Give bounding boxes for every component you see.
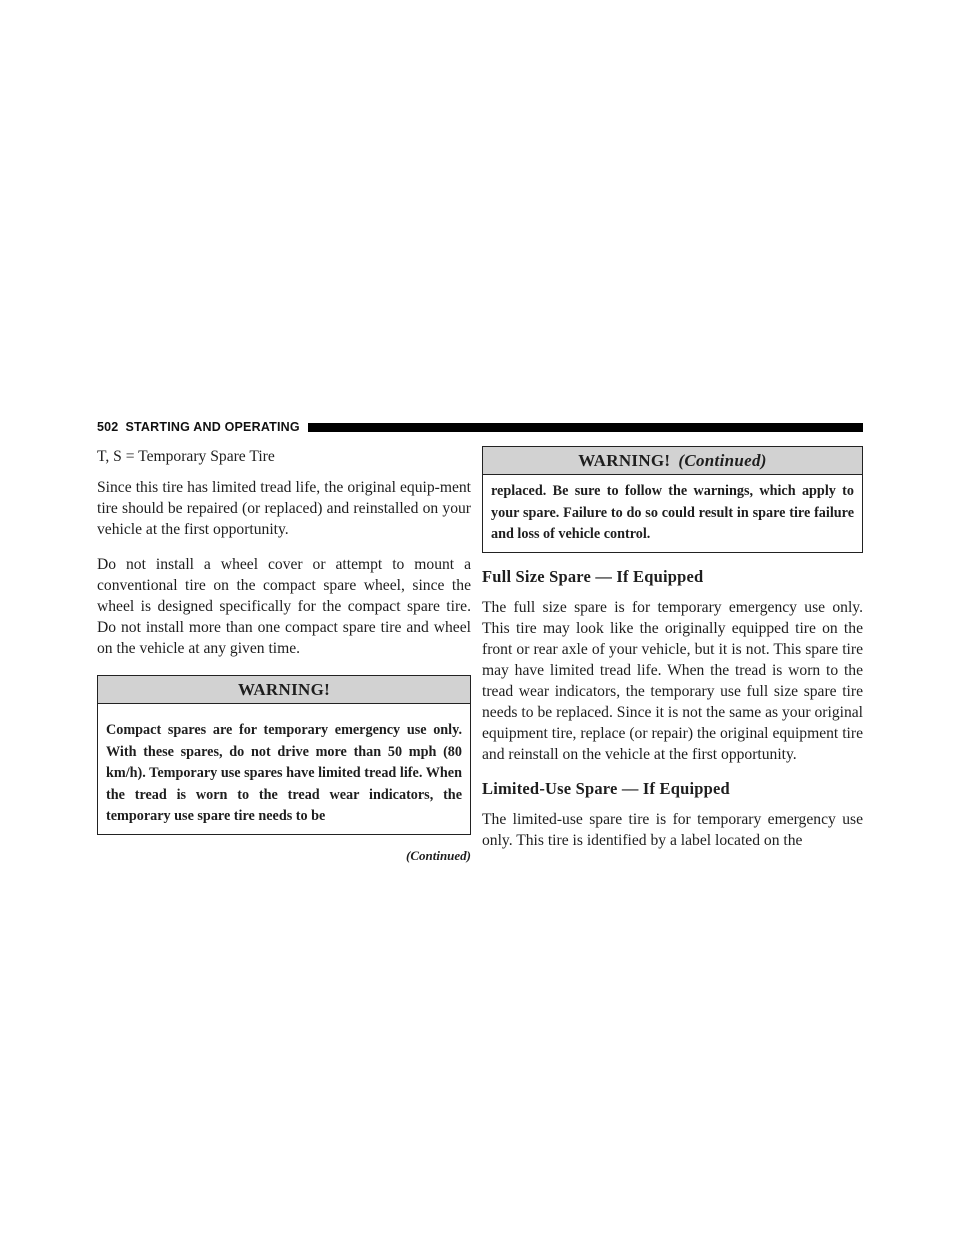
warning-text-continued: replaced. Be sure to follow the warnings, which apply to your spare. Failure to do so could result in spare tire failure and loss of vehicle control. (491, 483, 854, 543)
warning-box (97, 675, 471, 835)
section-title: STARTING AND OPERATING (125, 420, 300, 434)
page-number: 502 (97, 420, 119, 434)
paragraph-limited-tread: Since this tire has limited tread life, the original equip-ment tire should be repaired (or replaced) and reinstalled on your vehicle at the first opportunity. (97, 479, 471, 538)
paragraph-full-size-spare: The full size spare is for temporary emergency use only. This tire may look like the originally equipped tire on the front or rear axle of your vehicle, but it is not. This spare tire may have limited tread life. When the tread is worn to the tread wear indicators, the temporary use full size spare tire needs to be replaced. Since it is not the same as your original equipment tire, replace (or repair) the original equipment tire and reinstall on the vehicle at the first opportunity. (482, 598, 863, 763)
right-column (482, 446, 863, 865)
page-header (97, 418, 863, 436)
warning-text: Compact spares are for temporary emergency use only. With these spares, do not drive more than 50 mph (80 km/h). Temporary use spares have limited tread life. When the tread is worn to the tread wear indicators, the temporary use spare tire needs to be (106, 722, 462, 825)
warning-box-continued (482, 446, 863, 553)
left-column (97, 446, 471, 864)
paragraph-limited-use-spare: The limited-use spare tire is for temporary emergency use only. This tire is identified by a label located on the (482, 810, 863, 849)
continued-note: (Continued) (405, 847, 471, 863)
warning-title: WARNING! (578, 451, 671, 470)
warning-heading-continued (483, 447, 862, 475)
heading-limited-use-spare: Limited-Use Spare — If Equipped (482, 778, 730, 798)
warning-continued-label: (Continued) (678, 451, 767, 470)
header-rule (308, 423, 863, 432)
warning-heading: WARNING! (98, 676, 470, 704)
paragraph-wheel-cover: Do not install a wheel cover or attempt to mount a conventional tire on the compact spare wheel, since the wheel is designed specifically for the compact spare tire. Do not install more than one compact spare tire and wheel on the vehicle at any given time. (97, 556, 471, 657)
tire-code-line: T, S = Temporary Spare Tire (97, 448, 275, 465)
heading-full-size-spare: Full Size Spare — If Equipped (482, 566, 704, 586)
